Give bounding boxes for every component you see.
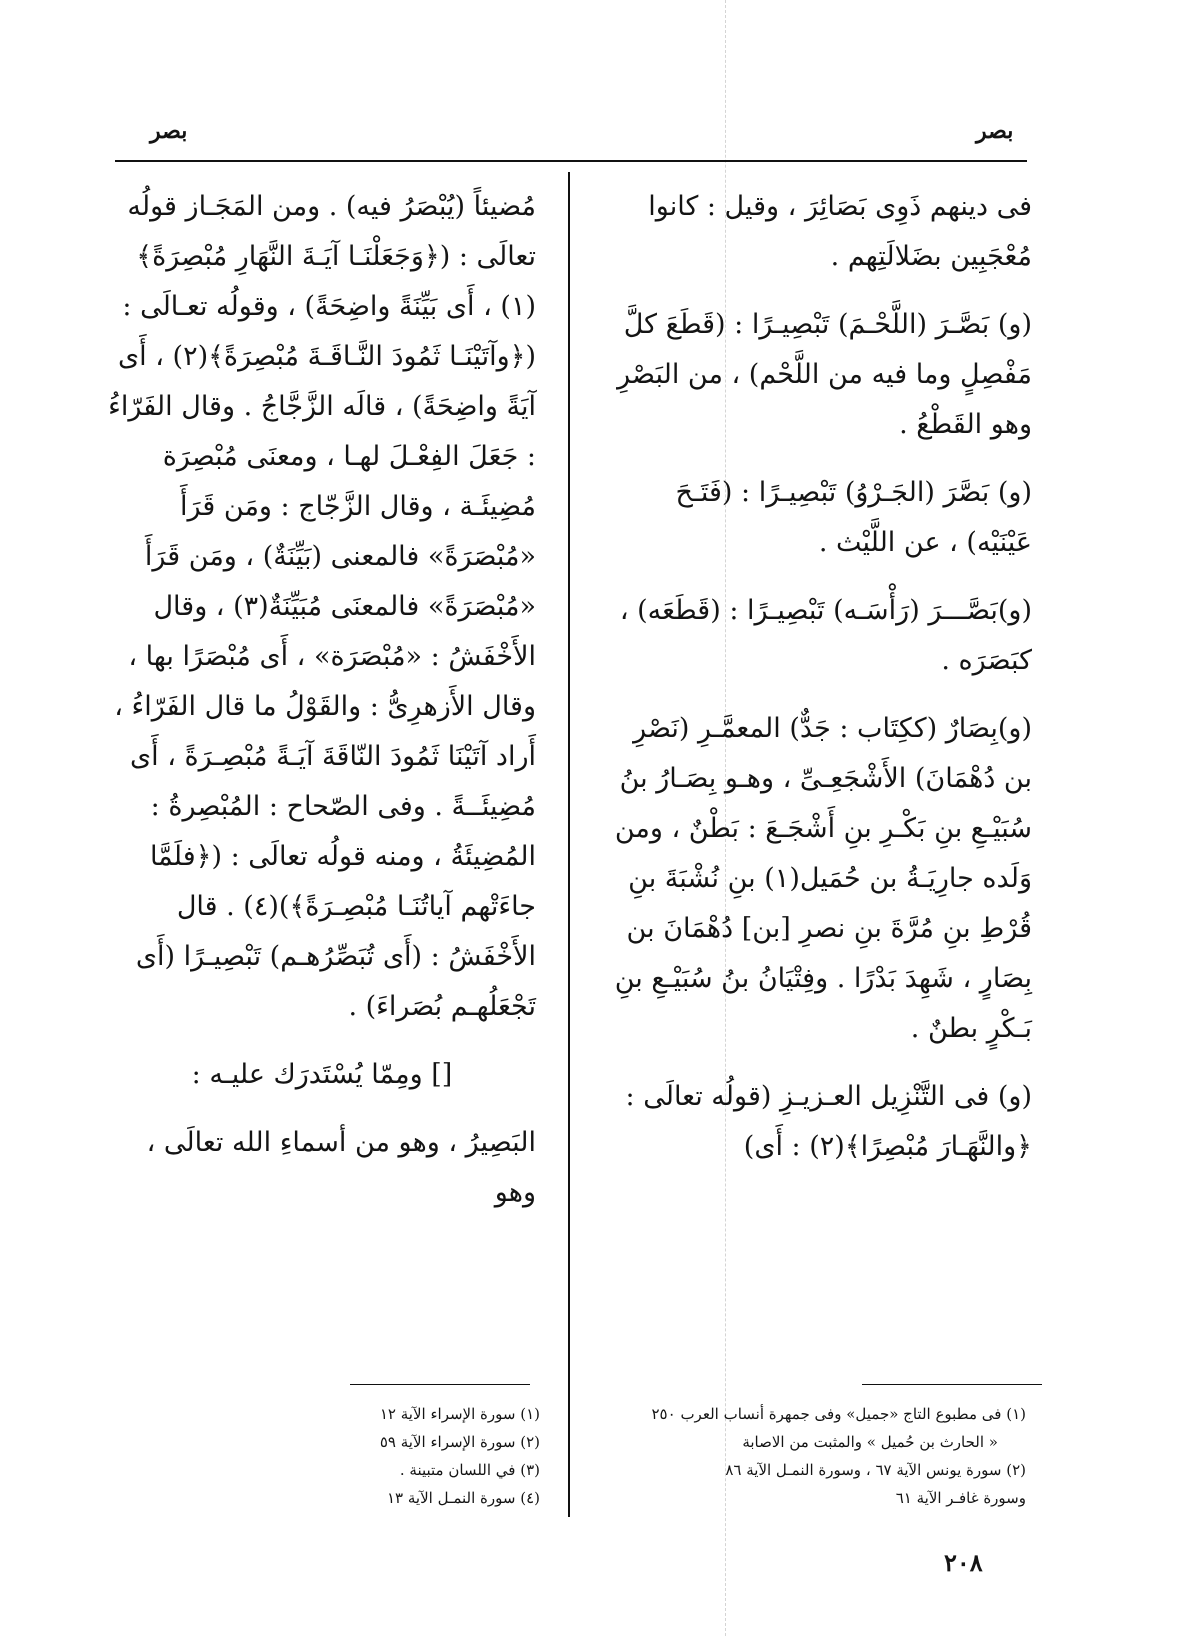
right-column [612,182,1032,1190]
paragraph: (و)بَصَّـــرَ (رَأْسَـه) تَبْصِيـرًا : (قَطَعَه) ، كبَصَرَه . [619,595,1032,676]
running-header-left: بصر [150,118,188,144]
paragraph: (و) فى التَّنْزِيل العـزيـزِ (قولُه تعالَى : ﴿والنَّهَـارَ مُبْصِرًا﴾(٢) : أَى) [625,1081,1032,1162]
header-rule [115,160,1027,162]
paragraph: مُضيئاً (يُبْصَرُ فيه) . ومن المَجَـاز قولُه تعالَى : (﴿وَجَعَلْنَـا آيَـةَ النَّهَارِ مُبْصِرَةً﴾(١) ، أَى بَيِّنَةً واضِحَةً) ، وقولُه تعـالَى : (﴿وآتَيْنَـا ثَمُودَ النَّـاقَـةَ مُبْصِرَةً﴾(٢) ، أَى آيَةً واضِحَةً) ، قالَه الزَّجَّاجُ . وقال الفَرّاءُ : جَعَلَ الفِعْـلَ لهـا ، ومعنَى مُبْصِرَة مُضِيئَـة ، وقال الزَّجّاج : ومَن قَرَأَ «مُبْصَرَةً» فالمعنى (بَيِّنَةٌ) ، ومَن قَرَأَ «مُبْصَرَةً» فالمعنَى مُبَيِّنَةٌ(٣) ، وقال الأَخْفَشُ : «مُبْصَرَة» ، أَى مُبْصَرًا بها ، وقال الأَزهرِىُّ : والقَوْلُ ما قال الفَرّاءُ ، أَراد آتَيْنَا ثَمُودَ النّاقَةَ آيَـةً مُبْصِـرَةً ، أَى مُضِيئَــةً . وفى الصّحاح : المُبْصِرةُ : المُضِيئَةُ ، ومنه قولُه تعالَى : (﴿فلَمَّا جاءَتْهم آياتُنَـا مُبْصِـرَةً﴾)(٤) . قال الأَخْفَشُ : (أَى تُبَصِّرُهـم) تَبْصِيـرًا (أَى تَجْعَلُهـم بُصَراءَ) . [108,191,536,1022]
footnote: (٢) سورة يونس الآية ٦٧ ، وسورة النمـل الآية ٨٦ [725,1461,1026,1479]
footnote: (٢) سورة الإسراء الآية ٥٩ [379,1433,540,1451]
paragraph: (و) بَصَّـرَ (اللَّحْـمَ) تَبْصِيـرًا : (قَطَعَ كلَّ مَفْصِلٍ وما فيه من اللَّحْم) ، من البَصْرِ وهو القَطْعُ . [617,309,1032,440]
paragraph: (و) بَصَّرَ (الجَـرْوُ) تَبْصِيـرًا : (فَتَـحَ عَيْنَيْه) ، عن اللَّيْث . [675,477,1032,558]
footnote: (١) فى مطبوع التاج «جميل» وفى جمهرة أنساب العرب ٢٥٠ [651,1405,1026,1423]
footnote: (٤) سورة النمـل الآية ١٣ [386,1489,540,1507]
page-number: ٢٠٨ [944,1548,983,1577]
paragraph: البَصِيرُ ، وهو من أسماءِ الله تعالَى ، وهو [146,1127,536,1208]
footnote: وسورة غافـر الآية ٦١ [895,1489,1026,1507]
footnote-rule-left [350,1384,530,1385]
left-column [108,182,536,1236]
footnote: (٣) في اللسان متبينة . [399,1461,540,1479]
footnote: (١) سورة الإسراء الآية ١٢ [379,1405,540,1423]
footnote-rule-right [862,1384,1042,1385]
paragraph: (و)بِصَارٌ (ككِتَاب : جَدٌّ) المعمَّـرِ (نَصْرِ بن دُهْمَانَ) الأَشْجَعِـىِّ ، وهـو بِصَـارُ بنُ سُبَيْـعِ بنِ بَكْـرِ بنِ أَشْجَـعَ : بَطْنٌ ، ومن وَلَده جارِيَـةُ بن حُمَيل(١) بنِ نُشْبَةَ بنِ قُرْطِ بنِ مُرَّةَ بنِ نصرِ [بن] دُهْمَانَ بن بِصَارٍ ، شَهِدَ بَدْرًا . وفِتْيَانُ بنُ سُبَيْـعِ بنِ بَـكْرٍ بطنٌ . [614,713,1032,1044]
running-header-right: بصر [976,118,1014,144]
footnotes-right [596,1400,1026,1512]
footnote: « الحارث بن حُميل » والمثبت من الاصابة [742,1433,998,1451]
column-divider [568,172,570,1517]
paragraph: [] ومِمّا يُسْتَدرَك عليـه : [191,1059,453,1090]
paragraph: فى دينهم ذَوِى بَصَائِرَ ، وقيل : كانوا مُعْجَبِين بضَلالَتِهم . [648,191,1032,272]
footnotes-left [300,1400,540,1512]
